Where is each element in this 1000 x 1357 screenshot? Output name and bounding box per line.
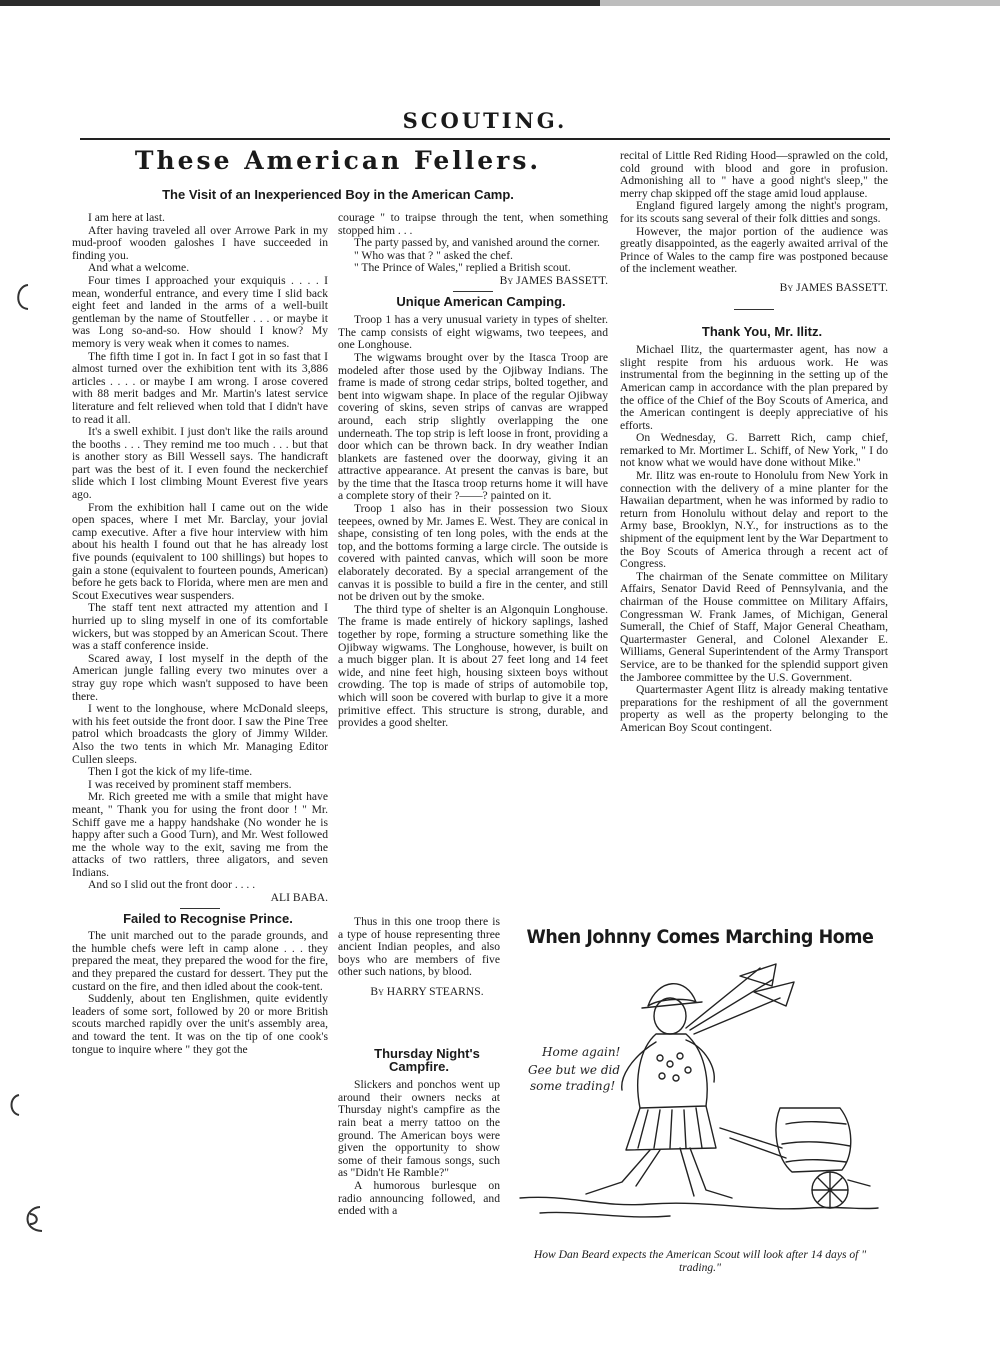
masthead-rule	[80, 138, 890, 140]
paragraph: The fifth time I got in. In fact I got in so fast that I almost turned over the exhibition tent with its 3,886 articles . . . . or maybe I am wrong. I arose covered with 88 merit badges and Mr. Martin's latest service literature and felt relieved when told that I didn't have to read it all.	[72, 349, 328, 426]
column-2	[338, 212, 608, 730]
paragraph: And what a welcome.	[88, 261, 190, 275]
scout-cartoon-illustration	[510, 958, 888, 1248]
handwriting-line-2: Gee but we did	[528, 1063, 621, 1077]
masthead: SCOUTING.	[402, 108, 568, 133]
paragraph: The unit marched out to the parade grounds, and the humble chefs were left in camp alone . . . they prepared the meat, they prepared the wood for the fire, and they prepared the custard for dessert. They put the custard on the fire, and then idled about the cook-tent.	[72, 929, 328, 993]
paragraph: The chairman of the Senate committee on Military Affairs, Senator David Reed of Pennsylvania, and the chairman of the House committee on Military Affairs, Congressman W. Frank James, of Michigan, General Sumerall, the Chief of Staff, Major General Cheatham, Quartermaster General, and Colonel Alexander E. Williams, General Superintendent of the Army Transport Service, are to be thanked for the splendid support given the Jamboree committee by the U.S. Government.	[620, 569, 888, 684]
thank-you-title: Thank You, Mr. Ilitz.	[701, 323, 823, 339]
paragraph: It's a swell exhibit. I just don't like the rails around the booths . . . They remind me too much . . . but that is another story as Bill Wessell says. The handicraft part was the best of it. I even found the neckerchief slide which I lost climbing Mount Everest five years ago.	[72, 425, 328, 502]
paragraph: The staff tent next attracted my attention and I hurried up to sling myself in one of its comfortable wickers, but was stopped by an American Scout. There was a staff conference inside.	[72, 601, 328, 653]
paragraph: However, the major portion of the audience was greatly disappointed, as the eagerly awaited arrival of the Prince of Wales to the camp fire was postponed because of the inclement weather.	[620, 224, 888, 276]
main-article-subtitle: The Visit of an Inexperienced Boy in the American Camp.	[162, 187, 514, 202]
handwriting-line-1: Home again!	[542, 1045, 621, 1059]
cartoon-caption: How Dan Beard expects the American Scout will look after 14 days of " trading."	[533, 1248, 867, 1274]
paragraph: The party passed by, and vanished around the corner.	[354, 236, 600, 250]
failed-to-recognise-title: Failed to Recognise Prince.	[123, 910, 293, 926]
paragraph: Suddenly, about ten Englishmen, quite evidently leaders of some sort, followed by 20 or more British scouts marched rapidly over the unit's assembly area, and toward the tent. It was on the tip of one cook's tongue to inquire where " they got the	[72, 992, 328, 1056]
main-article-title: These American Fellers.	[134, 146, 542, 175]
paragraph: courage " to traipse through the tent, when something stopped him . . .	[338, 211, 608, 237]
paragraph: After having traveled all over Arrowe Park in my mud-proof wooden galoshes I have succeeded in finding you.	[72, 223, 328, 262]
divider	[734, 309, 774, 310]
paragraph: Four times I approached your exquiquis . . . . I mean, wonderful entrance, and every time I slid back eight feet and landed in the arms of a well-built gentleman by the name of Stoutfeller . . . or maybe it was Long so-and-so. How should I know? My memory is very weak when it comes to names.	[72, 273, 328, 350]
signature: ALI BABA.	[270, 891, 328, 905]
signature: By HARRY STEARNS.	[370, 984, 484, 998]
paragraph: I was received by prominent staff members.	[88, 777, 292, 791]
paragraph: Then I got the kick of my life-time.	[88, 765, 253, 779]
paragraph: " Who was that ? " asked the chef.	[354, 248, 513, 262]
unique-camping-title: Unique American Camping.	[396, 293, 566, 309]
paragraph: I went to the longhouse, where McDonald sleeps, with his feet outside the front door. I saw the Pine Tree patrol which broadcasts the glory of Jimmy Wilder. Also the two tents in which Mr. Managing Editor Cullen sleeps.	[72, 702, 328, 766]
signature: By JAMES BASSETT.	[779, 280, 888, 294]
paragraph: And so I slid out the front door . . . .	[88, 878, 256, 892]
scan-edge	[0, 0, 1000, 6]
paragraph: On Wednesday, G. Barrett Rich, camp chief, remarked to Mr. Mortimer L. Schiff, of New York, " I do not know what we would have done without Mike."	[620, 431, 888, 470]
signature: By JAMES BASSETT.	[499, 273, 608, 287]
paragraph: Mr. Rich greeted me with a smile that might have meant, " Thank you for using the front door ! " Mr. Schiff gave me a happy handshake (No wonder he is happy after such a Good Turn), and Mr. West followed me the whole way to the exit, saving me from the attacks of two rattlers, three aligators, and seven Indians.	[72, 790, 328, 879]
paragraph: Slickers and ponchos went up around their owners necks at Thursday night's campfire as the rain beat a merry tattoo on the ground. The American boys were given the opportunity to show some of their famous songs, such as "Didn't He Ramble?"	[338, 1078, 500, 1180]
paragraph: Thus in this one troop there is a type of house representing three ancient Indian peoples, and also boys who are members of five other such nations, by blood.	[338, 915, 500, 979]
cartoon-title: When Johnny Comes Marching Home	[526, 926, 874, 948]
paragraph: I am here at last.	[88, 211, 165, 224]
paragraph: The third type of shelter is an Algonquin Longhouse. The frame is made entirely of hickory saplings, lashed together by rope, forming a structure something like the Ojibway wigwams. The Longhouse, however, is built on a much bigger plan. It is about 27 feet long and 14 feet wide, and nine feet high, housing sixteen boys without crowding. The top is made of strips of automobile top, which will soon be covered with burlap to give it a more primitive effect. This structure is strong, durable, and provides a good shelter.	[338, 602, 608, 730]
punch-hole-mark	[10, 282, 34, 312]
divider	[453, 291, 493, 292]
paragraph: From the exhibition hall I came out on the wide open spaces, where I met Mr. Barclay, your jovial camp executive. After a five hour interview with him about his health I found out that he has already lost five pounds (equivalent to 100 shillings) but hopes to gain a stone (equivalent to fourteen pounds, American) before he gets back to Florida, where men are men and Scout Executives wear suspenders.	[72, 500, 328, 602]
column-3	[620, 150, 888, 735]
paragraph: recital of Little Red Riding Hood—sprawled on the cold, cold ground with blood and gore in profusion. Admonishing all to " have a good night's sleep," the merry chap skipped off the stage amid loud applause.	[620, 149, 888, 200]
paragraph: A humorous burlesque on radio announcing followed, and ended with a	[338, 1178, 500, 1218]
column-2-narrow	[338, 916, 500, 999]
column-1	[72, 212, 328, 1056]
column-2-campfire	[338, 1048, 500, 1218]
paragraph: Michael Ilitz, the quartermaster agent, has now a slight respite from his arduous work. He was instrumental from the beginning in the setting up of the American camp in accordance with the plan prepared by the office of the Chief of the Boy Scouts of America, and the American contingent is deeply appreciative of his efforts.	[620, 343, 888, 432]
paragraph: Scared away, I lost myself in the depth of the American jungle falling every two minutes over a stray guy rope which wasn't supposed to have been there.	[72, 651, 328, 703]
paragraph: The wigwams brought over by the Itasca Troop are modeled after those used by the Ojibway Indians. The frame is made of strong cedar strips, bolted together, and bent into wigwam shape. In place of the regular Ojibway covering of skins, seven strips of canvas are wrapped around, each strip slightly overlapping the one underneath. The top strip is left loose in front, providing a door which can be thrown back. In dry weather Indian blankets are fastened over the doorway, giving it an attractive appearance. At present the canvas is bare, but by the time that the Itasca troop returns home it will have a complete story of their ?——? painted on it.	[338, 350, 608, 503]
punch-hole-mark	[18, 1204, 48, 1234]
campfire-title: Thursday Night's Campfire.	[374, 1046, 480, 1074]
paragraph: Troop 1 also has in their possession two Sioux teepees, owned by Mr. James E. West. They are conical in shape, consisting of ten long poles, with the ends at the top, and the bottoms forming a large circle. The outside is covered with painted canvas, which will soon be more elaborately decorated. By a special arrangement of the canvas it is possible to build a fire in the center, and still not be driven out by the smoke.	[338, 502, 608, 604]
handwriting-line-3: some trading!	[530, 1079, 616, 1093]
divider	[180, 908, 220, 909]
punch-hole-mark	[4, 1092, 24, 1118]
paragraph: England figured largely among the night's program, for its scouts sang several of their folk ditties and songs.	[620, 199, 888, 225]
paragraph: " The Prince of Wales," replied a British scout.	[354, 261, 571, 275]
paragraph: Quartermaster Agent Ilitz is already making tentative preparations for the reshipment of all the government property as well as the property belonging to the American Boy Scout contingent.	[620, 683, 888, 734]
paragraph: Troop 1 has a very unusual variety in types of shelter. The camp consists of eight wigwams, two teepees, and one Longhouse.	[338, 313, 608, 352]
paragraph: Mr. Ilitz was en-route to Honolulu from New York in connection with the delivery of a mine planter for the Hawaiian department, when he was informed by radio to return from Honolulu without delay and report to the Army base, Brooklyn, N.Y., for instructions as to the shipment of the equipment lent by the War Department to the Boy Scouts of America through a recent act of Congress.	[620, 469, 888, 571]
